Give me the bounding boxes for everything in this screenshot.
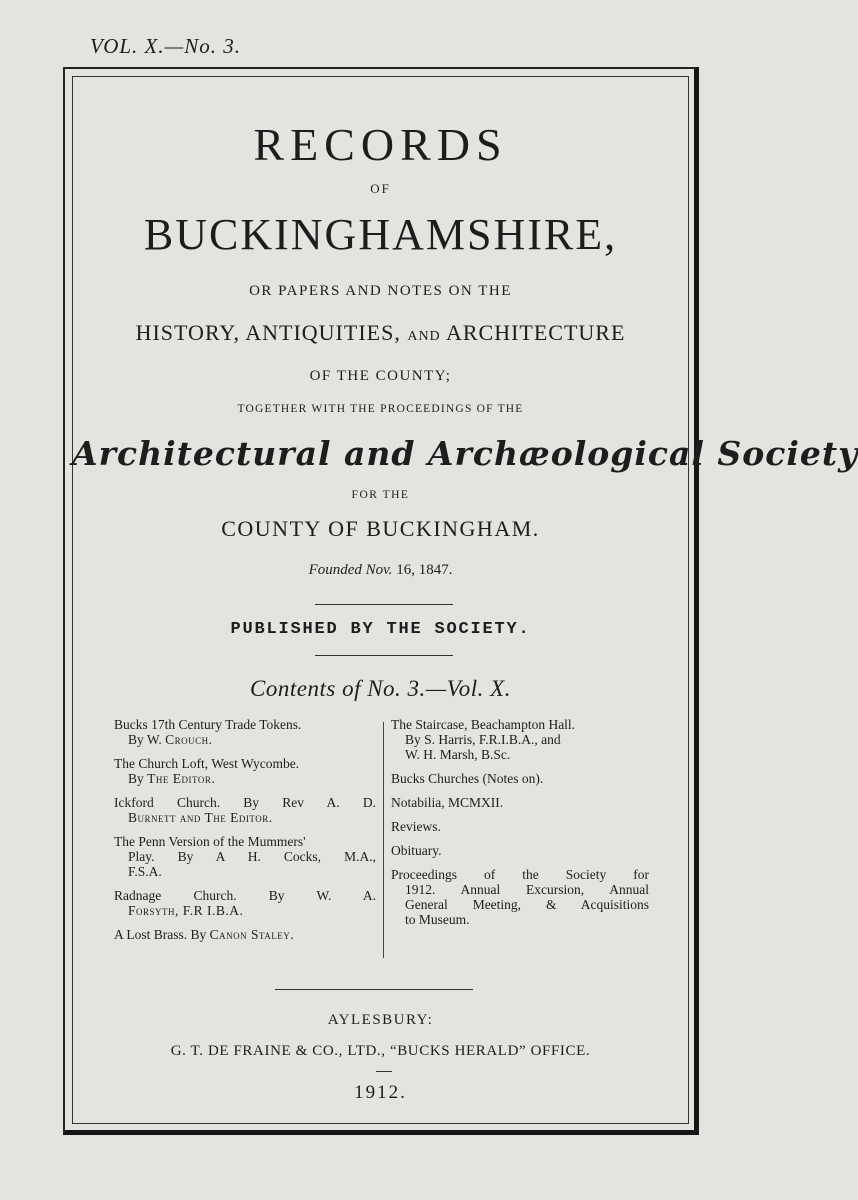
contents-entry bbox=[114, 756, 376, 786]
divider-rule bbox=[275, 989, 473, 990]
divider-rule bbox=[315, 655, 453, 656]
contents-entry bbox=[391, 717, 649, 762]
entry-title: Reviews. bbox=[391, 819, 441, 834]
column-divider bbox=[383, 722, 384, 958]
contents-heading: Contents of No. 3.—Vol. X. bbox=[250, 676, 511, 701]
entry-author-cont: F.S.A. bbox=[128, 864, 162, 879]
divider-rule bbox=[315, 604, 453, 605]
entry-author: Forsyth, F.R I.B.A. bbox=[128, 903, 244, 918]
published-by: PUBLISHED BY THE SOCIETY. bbox=[230, 620, 531, 639]
title-of: OF bbox=[370, 181, 391, 196]
subtitle-history bbox=[72, 320, 689, 346]
volume-header: VOL. X.—No. 3. bbox=[90, 34, 242, 58]
entry-author-cont: W. H. Marsh, B.Sc. bbox=[405, 747, 511, 762]
subtitle-history-part2: ARCHITECTURE bbox=[445, 320, 626, 345]
contents-right-column bbox=[391, 717, 649, 936]
entry-title: A Lost Brass. By Canon Staley. bbox=[114, 927, 295, 942]
county-name: COUNTY OF BUCKINGHAM. bbox=[221, 516, 540, 541]
contents-entry bbox=[391, 867, 649, 927]
contents-entry bbox=[114, 927, 376, 942]
imprint-year: 1912. bbox=[354, 1082, 407, 1103]
entry-author: By W. Crouch. bbox=[128, 732, 213, 747]
entry-title: Bucks Churches (Notes on). bbox=[391, 771, 544, 786]
entry-title: Obituary. bbox=[391, 843, 442, 858]
entry-title: The Penn Version of the Mummers' bbox=[114, 834, 306, 849]
founded-label: Founded Nov. bbox=[308, 562, 393, 578]
contents-left-column bbox=[114, 717, 376, 951]
contents-entry bbox=[114, 795, 376, 825]
entry-title: Radnage Church. By W. A. bbox=[114, 888, 376, 903]
subtitle-papers: OR PAPERS AND NOTES ON THE bbox=[249, 283, 512, 299]
contents-entry bbox=[114, 888, 376, 918]
title-buckinghamshire: BUCKINGHAMSHIRE, bbox=[143, 210, 618, 259]
entry-title: Ickford Church. By Rev A. D. bbox=[114, 795, 376, 810]
entry-line: to Museum. bbox=[405, 912, 470, 927]
contents-entry bbox=[391, 771, 649, 786]
imprint-place: AYLESBURY: bbox=[327, 1012, 434, 1028]
entry-line: General Meeting, & Acquisitions bbox=[405, 897, 649, 912]
entry-title: Notabilia, MCMXII. bbox=[391, 795, 504, 810]
founded-line bbox=[72, 562, 689, 579]
entry-author: By The Editor. bbox=[128, 771, 216, 786]
subtitle-county: OF THE COUNTY; bbox=[309, 368, 452, 384]
short-rule bbox=[376, 1071, 392, 1072]
contents-entry bbox=[114, 834, 376, 879]
entry-author: By S. Harris, F.R.I.B.A., and bbox=[405, 732, 561, 747]
subtitle-history-and: AND bbox=[407, 329, 441, 344]
entry-author: Play. By A H. Cocks, M.A., bbox=[128, 849, 376, 864]
entry-title: Proceedings of the Society for bbox=[391, 867, 649, 882]
entry-title: Bucks 17th Century Trade Tokens. bbox=[114, 717, 302, 732]
founded-date: 16, 1847. bbox=[396, 562, 453, 578]
contents-entry bbox=[391, 843, 649, 858]
entry-author: Burnett and The Editor. bbox=[128, 810, 273, 825]
for-the: FOR THE bbox=[351, 489, 410, 501]
title-records: RECORDS bbox=[253, 119, 508, 170]
subtitle-history-part1: HISTORY, ANTIQUITIES, bbox=[135, 320, 401, 345]
entry-line: 1912. Annual Excursion, Annual bbox=[405, 882, 649, 897]
entry-title: The Church Loft, West Wycombe. bbox=[114, 756, 300, 771]
entry-title: The Staircase, Beachampton Hall. bbox=[391, 717, 576, 732]
contents-entry bbox=[391, 795, 649, 810]
contents-entry bbox=[114, 717, 376, 747]
contents-entry bbox=[391, 819, 649, 834]
together-line: TOGETHER WITH THE PROCEEDINGS OF THE bbox=[237, 403, 524, 415]
society-name: Architectural and Archæological Society bbox=[72, 434, 858, 473]
imprint-publisher: G. T. DE FRAINE & CO., LTD., “BUCKS HERALD” OFFICE. bbox=[170, 1043, 591, 1059]
